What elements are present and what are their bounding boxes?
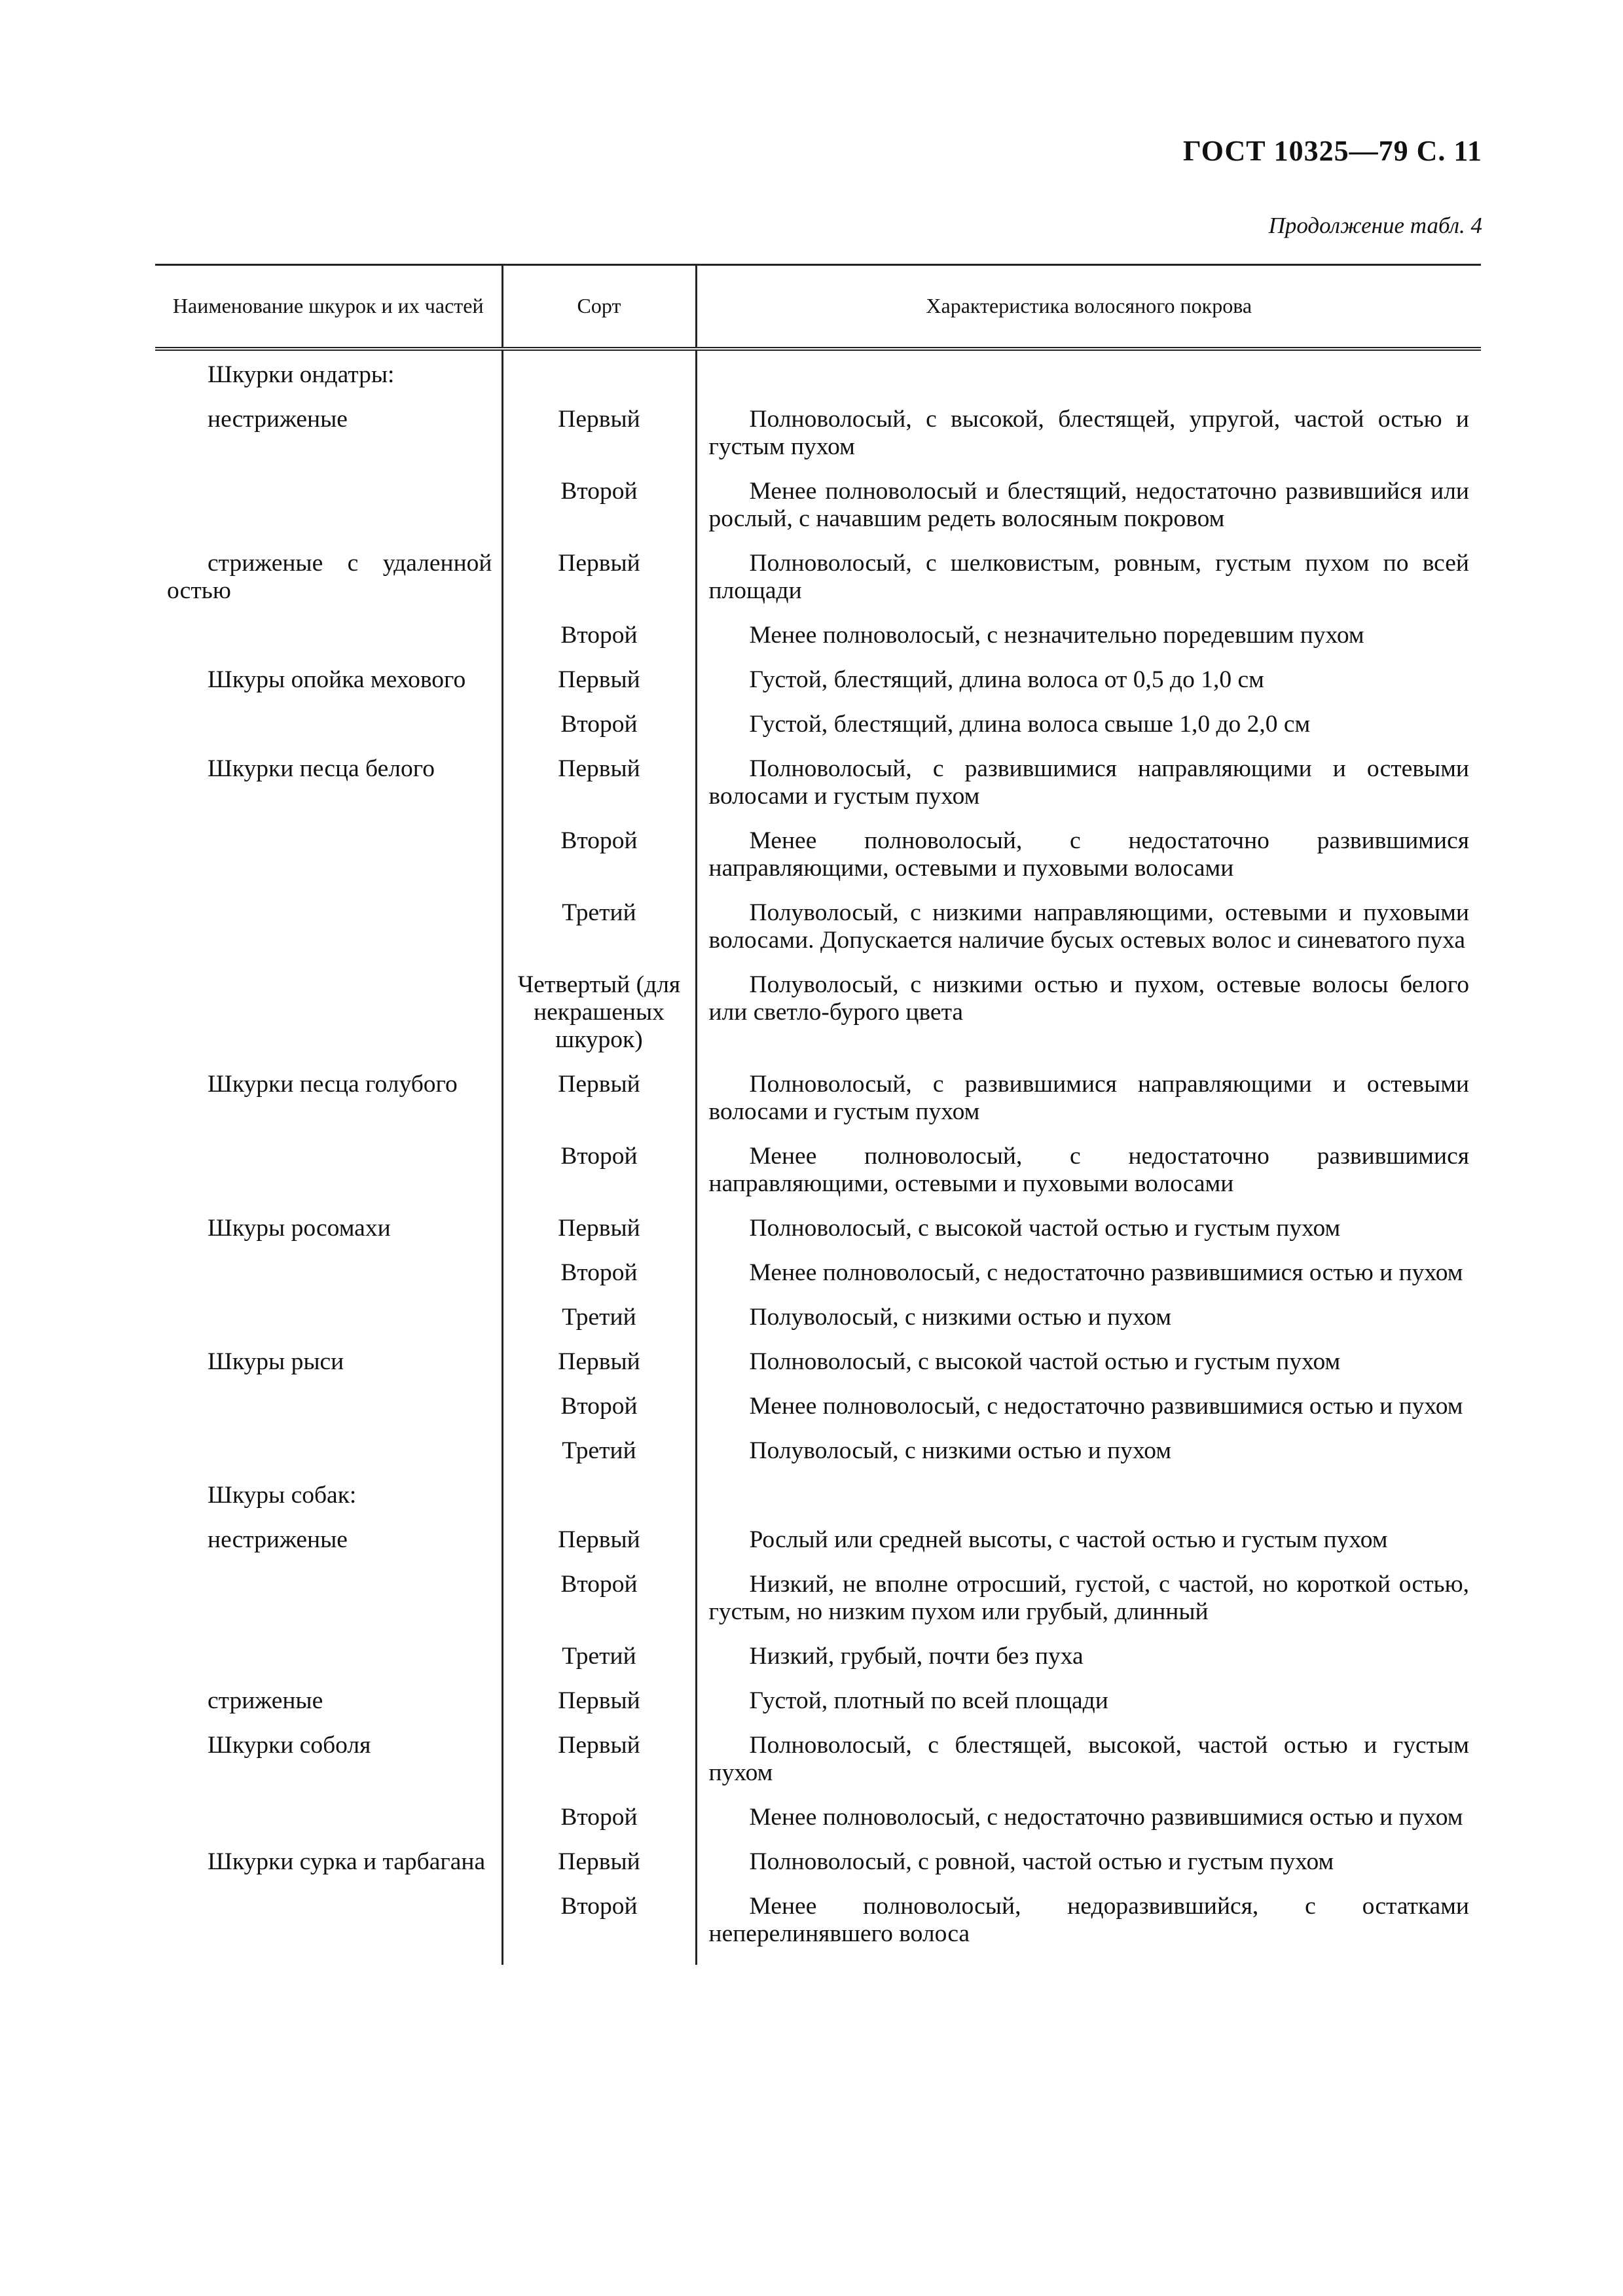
fur-characteristic-cell — [696, 1893, 1481, 1965]
fur-characteristic-cell — [696, 1215, 1481, 1259]
fur-characteristic: Низкий, грубый, почти без пуха — [749, 1643, 1084, 1670]
grade-cell: Третий — [502, 1643, 696, 1687]
fur-characteristic: Менее полноволосый, с недостаточно развившимися направляющими, остевыми и пуховыми волосами — [708, 1143, 1469, 1197]
grade-cell: Первый — [502, 1348, 696, 1393]
pelt-name-cell — [155, 1215, 502, 1259]
fur-characteristic-cell — [696, 1687, 1481, 1732]
fur-characteristic: Менее полноволосый, недоразвившийся, с остатками неперелинявшего волоса — [708, 1893, 1469, 1947]
grade-cell: Первый — [502, 550, 696, 622]
pelt-name: Шкурки ондатры: — [208, 361, 395, 388]
fur-characteristic-cell — [696, 755, 1481, 827]
fur-characteristic-cell — [696, 1348, 1481, 1393]
pelt-name-cell — [155, 1393, 502, 1437]
grade-cell: Третий — [502, 1437, 696, 1482]
fur-characteristic: Полноволосый, с высокой частой остью и густым пухом — [749, 1215, 1341, 1242]
pelt-name-cell — [155, 1687, 502, 1732]
pelt-name-cell — [155, 827, 502, 899]
fur-characteristic: Полноволосый, с высокой, блестящей, упругой, частой остью и густым пухом — [708, 406, 1469, 460]
fur-characteristic-cell — [696, 1437, 1481, 1482]
table-row — [155, 1643, 1481, 1687]
table-row — [155, 1304, 1481, 1348]
fur-characteristic: Полноволосый, с высокой частой остью и густым пухом — [749, 1348, 1341, 1375]
fur-characteristic: Менее полноволосый, с недостаточно развившимися остью и пухом — [749, 1259, 1463, 1286]
pelt-name-cell — [155, 1526, 502, 1571]
fur-characteristic-cell — [696, 1643, 1481, 1687]
grade-cell: Третий — [502, 899, 696, 971]
fur-characteristic-cell — [696, 1393, 1481, 1437]
pelt-name: нестриженые — [208, 406, 348, 433]
fur-characteristic: Густой, блестящий, длина волоса свыше 1,0 до 2,0 см — [749, 711, 1311, 738]
grade-cell: Первый — [502, 1687, 696, 1732]
pelt-name-cell — [155, 1437, 502, 1482]
table-row — [155, 1437, 1481, 1482]
grade-cell: Первый — [502, 1526, 696, 1571]
fur-characteristic: Полноволосый, с развившимися направляющими и остевыми волосами и густым пухом — [708, 1071, 1469, 1125]
table-row — [155, 349, 1481, 406]
grade-cell: Второй — [502, 622, 696, 666]
fur-characteristic-cell — [696, 1482, 1481, 1526]
fur-characteristic-cell — [696, 622, 1481, 666]
pelt-name: Шкурки песца белого — [208, 755, 435, 782]
grade-cell: Второй — [502, 478, 696, 550]
pelt-name-cell — [155, 1259, 502, 1304]
fur-characteristic-cell — [696, 971, 1481, 1071]
pelt-name-cell — [155, 666, 502, 711]
pelt-name-cell — [155, 478, 502, 550]
header-grade: Сорт — [502, 265, 696, 350]
table-header-row — [155, 265, 1481, 350]
pelt-name-cell — [155, 711, 502, 755]
fur-characteristic: Полноволосый, с шелковистым, ровным, густым пухом по всей площади — [708, 550, 1469, 604]
header-characteristic: Характеристика волосяного покрова — [696, 265, 1481, 350]
table-row — [155, 1732, 1481, 1804]
grade-cell: Второй — [502, 1259, 696, 1304]
pelt-name-cell — [155, 622, 502, 666]
pelt-name: Шкуры собак: — [208, 1482, 357, 1509]
grade-cell: Второй — [502, 827, 696, 899]
grade-cell: Второй — [502, 1393, 696, 1437]
fur-characteristic: Густой, блестящий, длина волоса от 0,5 до 1,0 см — [749, 666, 1264, 693]
table-row — [155, 899, 1481, 971]
table-row — [155, 1571, 1481, 1643]
fur-characteristic: Менее полноволосый, с незначительно поредевшим пухом — [749, 622, 1364, 649]
pelt-name-cell — [155, 550, 502, 622]
fur-grade-table — [155, 264, 1481, 1965]
grade-cell: Первый — [502, 1848, 696, 1893]
fur-characteristic: Полуволосый, с низкими направляющими, остевыми и пуховыми волосами. Допускается наличие бусых остевых волос и синеватого пуха — [708, 899, 1469, 954]
fur-characteristic-cell — [696, 1732, 1481, 1804]
fur-characteristic-cell — [696, 478, 1481, 550]
pelt-name-cell — [155, 1143, 502, 1215]
fur-characteristic: Полноволосый, с развившимися направляющими и остевыми волосами и густым пухом — [708, 755, 1469, 810]
fur-characteristic: Полуволосый, с низкими остью и пухом — [749, 1304, 1172, 1331]
grade-cell — [502, 349, 696, 406]
fur-characteristic: Менее полноволосый, с недостаточно развившимися остью и пухом — [749, 1804, 1463, 1831]
pelt-name-cell — [155, 1571, 502, 1643]
fur-characteristic: Полуволосый, с низкими остью и пухом — [749, 1437, 1172, 1464]
fur-characteristic: Менее полноволосый и блестящий, недостаточно развившийся или рослый, с начавшим редеть волосяным покровом — [708, 478, 1469, 532]
table-continuation-label: Продолжение табл. 4 — [1268, 213, 1482, 238]
table-row — [155, 1348, 1481, 1393]
table-row — [155, 550, 1481, 622]
fur-characteristic-cell — [696, 1071, 1481, 1143]
pelt-name: Шкурки соболя — [208, 1732, 371, 1759]
table-row — [155, 971, 1481, 1071]
fur-characteristic-cell — [696, 1143, 1481, 1215]
table-row — [155, 666, 1481, 711]
fur-characteristic-cell — [696, 1848, 1481, 1893]
table-row — [155, 1259, 1481, 1304]
table-row — [155, 1893, 1481, 1965]
fur-characteristic: Полноволосый, с ровной, частой остью и густым пухом — [749, 1848, 1334, 1875]
fur-characteristic: Низкий, не вполне отросший, густой, с частой, но короткой остью, густым, но низким пухом или грубый, длинный — [708, 1571, 1469, 1625]
fur-characteristic-cell — [696, 550, 1481, 622]
pelt-name-cell — [155, 1804, 502, 1848]
grade-cell — [502, 1482, 696, 1526]
pelt-name-cell — [155, 1643, 502, 1687]
pelt-name: Шкурки песца голубого — [208, 1071, 458, 1098]
table-row — [155, 406, 1481, 478]
fur-characteristic-cell — [696, 1304, 1481, 1348]
pelt-name: стриженые с удаленной остью — [167, 550, 492, 604]
fur-characteristic-cell — [696, 1804, 1481, 1848]
fur-characteristic-cell — [696, 1526, 1481, 1571]
pelt-name-cell — [155, 1482, 502, 1526]
fur-characteristic-cell — [696, 899, 1481, 971]
fur-characteristic-cell — [696, 1259, 1481, 1304]
table-row — [155, 1526, 1481, 1571]
fur-characteristic-cell — [696, 406, 1481, 478]
table-row — [155, 711, 1481, 755]
pelt-name-cell — [155, 1893, 502, 1965]
grade-cell: Третий — [502, 1304, 696, 1348]
table-row — [155, 1143, 1481, 1215]
fur-characteristic-cell — [696, 827, 1481, 899]
fur-characteristic: Менее полноволосый, с недостаточно развившимися направляющими, остевыми и пуховыми волосами — [708, 827, 1469, 882]
table-row — [155, 1071, 1481, 1143]
fur-characteristic-cell — [696, 711, 1481, 755]
table-row — [155, 478, 1481, 550]
table-row — [155, 827, 1481, 899]
pelt-name-cell — [155, 971, 502, 1071]
grade-cell: Первый — [502, 755, 696, 827]
table-row — [155, 1804, 1481, 1848]
table-row — [155, 1393, 1481, 1437]
pelt-name-cell — [155, 406, 502, 478]
fur-characteristic: Полуволосый, с низкими остью и пухом, остевые волосы белого или светло-бурого цвета — [708, 971, 1469, 1026]
table-row — [155, 1848, 1481, 1893]
header-name: Наименование шкурок и их частей — [155, 265, 502, 350]
grade-cell: Первый — [502, 406, 696, 478]
pelt-name: Шкуры росомахи — [208, 1215, 391, 1242]
table-row — [155, 755, 1481, 827]
pelt-name-cell — [155, 349, 502, 406]
table-row — [155, 1482, 1481, 1526]
table-row — [155, 1215, 1481, 1259]
pelt-name: стриженые — [208, 1687, 323, 1714]
table-row — [155, 1687, 1481, 1732]
fur-characteristic: Менее полноволосый, с недостаточно развившимися остью и пухом — [749, 1393, 1463, 1420]
pelt-name-cell — [155, 899, 502, 971]
pelt-name: Шкурки сурка и тарбагана — [208, 1848, 486, 1875]
grade-cell: Первый — [502, 666, 696, 711]
pelt-name: Шкуры рыси — [208, 1348, 344, 1375]
grade-cell: Четвертый (для некрашеных шкурок) — [502, 971, 696, 1071]
grade-cell: Второй — [502, 1893, 696, 1965]
pelt-name: нестриженые — [208, 1526, 348, 1553]
pelt-name-cell — [155, 1732, 502, 1804]
fur-characteristic-cell — [696, 349, 1481, 406]
pelt-name-cell — [155, 1304, 502, 1348]
pelt-name-cell — [155, 755, 502, 827]
fur-characteristic-cell — [696, 666, 1481, 711]
grade-cell: Первый — [502, 1215, 696, 1259]
grade-cell: Второй — [502, 1571, 696, 1643]
grade-cell: Второй — [502, 1143, 696, 1215]
pelt-name-cell — [155, 1848, 502, 1893]
fur-characteristic: Полноволосый, с блестящей, высокой, частой остью и густым пухом — [708, 1732, 1469, 1786]
pelt-name-cell — [155, 1071, 502, 1143]
fur-characteristic: Густой, плотный по всей площади — [749, 1687, 1108, 1714]
table-body — [155, 349, 1481, 1965]
fur-characteristic-cell — [696, 1571, 1481, 1643]
grade-cell: Первый — [502, 1732, 696, 1804]
fur-characteristic: Рослый или средней высоты, с частой остью и густым пухом — [749, 1526, 1388, 1553]
pelt-name-cell — [155, 1348, 502, 1393]
grade-cell: Второй — [502, 1804, 696, 1848]
grade-cell: Первый — [502, 1071, 696, 1143]
table-row — [155, 622, 1481, 666]
page-header-title: ГОСТ 10325—79 С. 11 — [1182, 135, 1482, 167]
grade-cell: Второй — [502, 711, 696, 755]
pelt-name: Шкуры опойка мехового — [208, 666, 466, 693]
